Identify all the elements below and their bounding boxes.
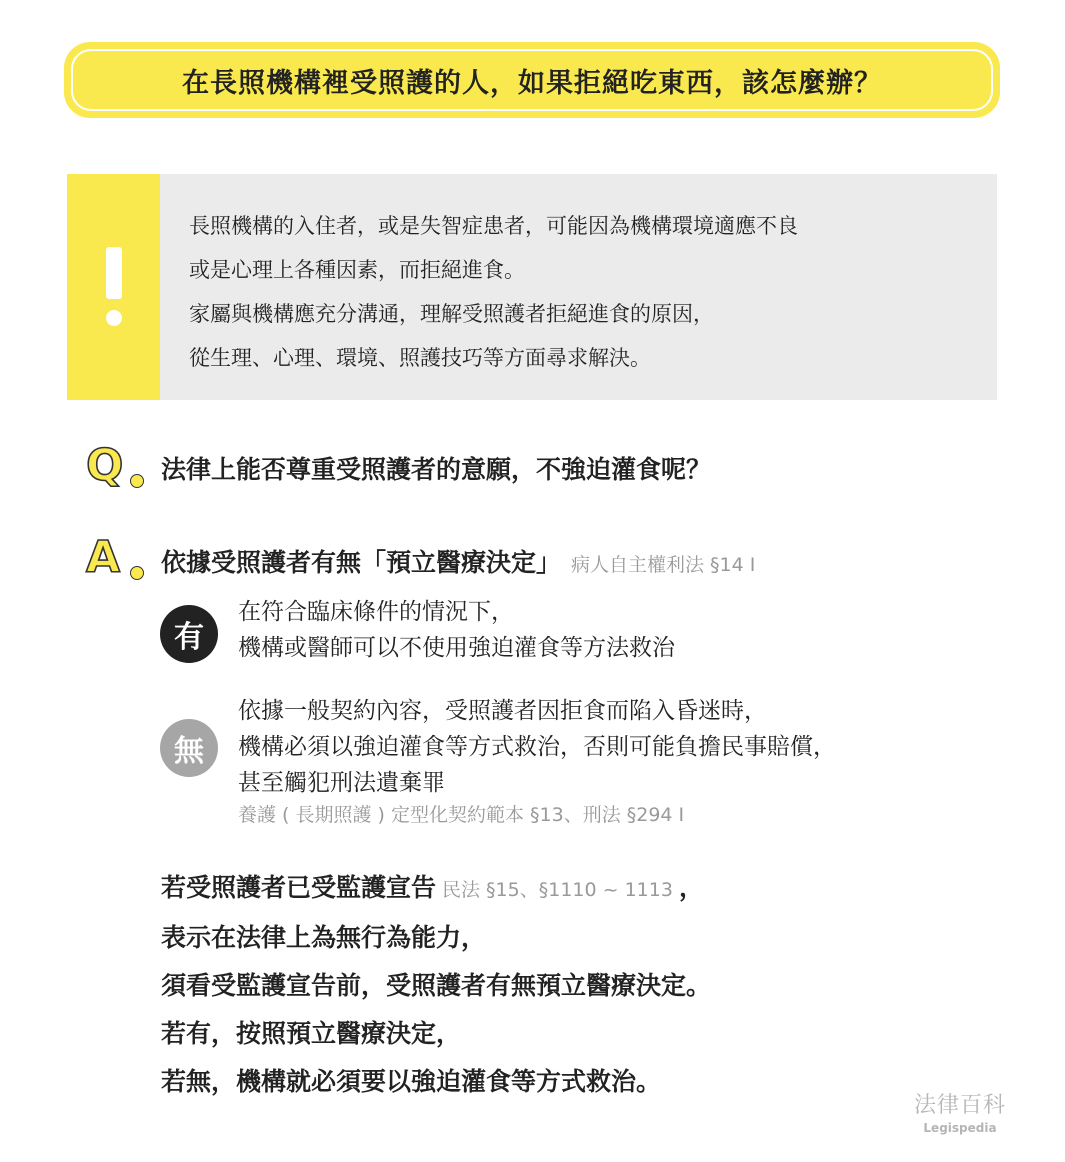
answer-text: 依據受照護者有無「預立醫療決定」 <box>161 548 562 577</box>
answer-heading <box>161 543 755 579</box>
yes-line: 在符合臨床條件的情況下， <box>238 599 514 625</box>
notice-line: 長照機構的入住者，或是失智症患者，可能因為機構環境適應不良 <box>189 214 798 238</box>
page-title: 在長照機構裡受照護的人，如果拒絕吃東西，該怎麼辦？ <box>182 67 882 99</box>
q-dot <box>130 474 144 488</box>
yes-paragraph <box>238 594 675 666</box>
notice-sidebar <box>67 174 160 400</box>
notice-box <box>67 174 997 400</box>
answer-ref: 病人自主權利法 §14 I <box>571 554 756 576</box>
no-line: 甚至觸犯刑法遺棄罪 <box>238 770 445 796</box>
no-ref: 養護 ( 長期照護 ) 定型化契約範本 §13、刑法 §294 I <box>238 804 685 826</box>
brand-logo <box>910 1088 1010 1135</box>
conclusion-line: 若有，按照預立醫療決定， <box>161 1019 462 1048</box>
exclamation-icon <box>106 247 122 327</box>
brand-subtitle: Legispedia <box>923 1121 997 1135</box>
a-letter-icon: A <box>86 532 121 583</box>
no-line: 機構必須以強迫灌食等方式救治，否則可能負擔民事賠償， <box>238 734 836 760</box>
conclusion-line: 表示在法律上為無行為能力， <box>161 923 487 952</box>
yes-line: 機構或醫師可以不使用強迫灌食等方法救治 <box>238 635 675 661</box>
no-paragraph <box>238 693 836 829</box>
yes-badge: 有 <box>160 605 218 663</box>
conclusion-line <box>161 864 711 914</box>
question-text: 法律上能否尊重受照護者的意願，不強迫灌食呢？ <box>161 455 712 484</box>
brand-name: 法律百科 <box>913 1093 1006 1118</box>
conclusion-line1-text: 若受照護者已受監護宣告 <box>161 873 437 902</box>
no-badge: 無 <box>160 719 218 777</box>
no-line: 依據一般契約內容，受照護者因拒食而陷入昏迷時， <box>238 698 767 724</box>
notice-text <box>189 204 798 380</box>
title-banner <box>64 42 1000 118</box>
notice-line: 家屬與機構應充分溝通，理解受照護者拒絕進食的原因， <box>189 302 714 326</box>
q-letter-icon: Q <box>86 440 124 491</box>
a-dot <box>130 566 144 580</box>
title-frame <box>71 49 993 111</box>
conclusion-line: 須看受監護宣告前，受照護者有無預立醫療決定。 <box>161 971 712 1000</box>
conclusion <box>161 864 711 1106</box>
notice-line: 從生理、心理、環境、照護技巧等方面尋求解決。 <box>189 346 651 370</box>
conclusion-line: 若無，機構就必須要以強迫灌食等方式救治。 <box>161 1067 662 1096</box>
notice-line: 或是心理上各種因素，而拒絕進食。 <box>189 258 525 282</box>
conclusion-line1-end: ， <box>678 873 704 902</box>
conclusion-ref: 民法 §15、§1110 ~ 1113 <box>442 879 673 901</box>
